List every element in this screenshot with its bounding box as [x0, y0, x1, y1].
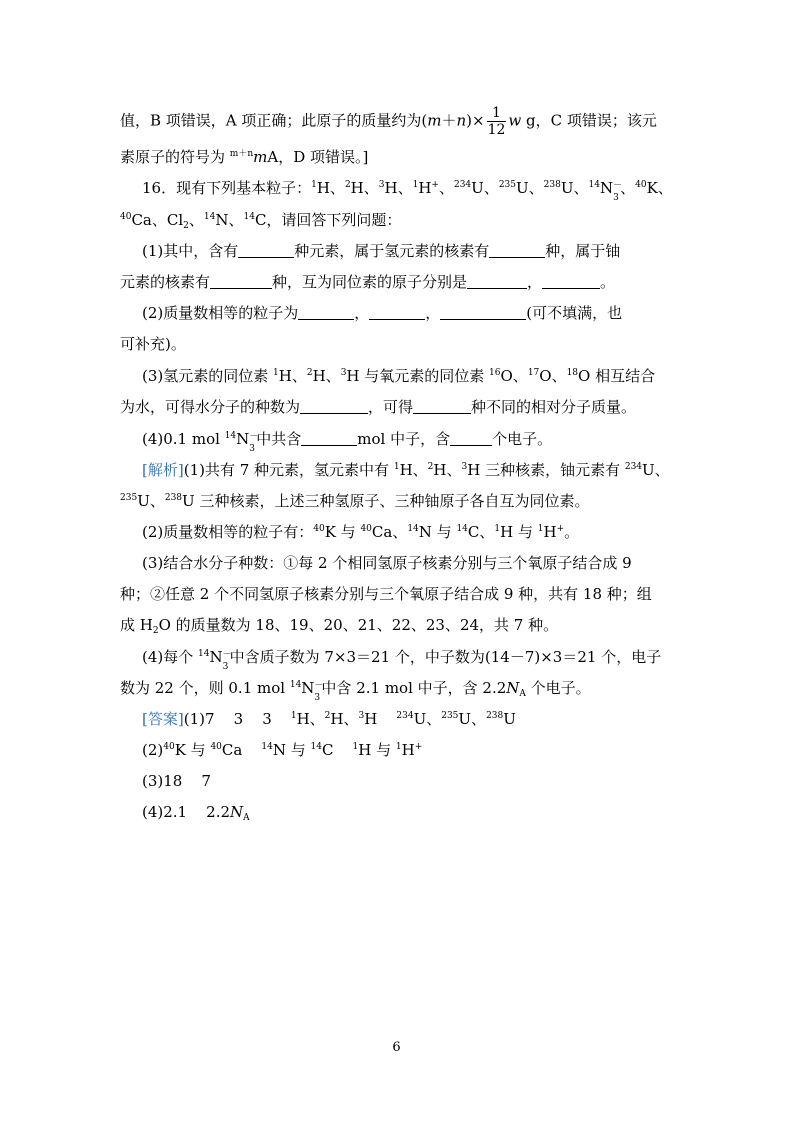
q16-stem-line-1: 16．现有下列基本粒子：$^1$H、$^2$H、$^3$H、$^1$H+、$^{234}$U、$^{235}$U、$^{238}$U、$^{14}$N － 3 、$^{40}$K、	[142, 179, 673, 203]
q15-line-1: 值，B 项错误，A 项正确；此原子的质量约为(m＋n)× $\frac{1}{12}$ w g，C 项错误；该元	[120, 105, 657, 138]
q16-part3-line-1: (3)氢元素的同位素 $^1$H、$^2$H、$^3$H 与氧元素的同位素 $^{16}$O、$^{17}$O、$^{18}$O 相互结合	[142, 367, 656, 385]
answer-line-4: (4)2.1 $2.2N_A$	[142, 803, 250, 823]
q16-part1-line-1: (1)其中，含有 种元素，属于氢元素的核素有 种，属于铀	[142, 242, 621, 260]
analysis-line-3: (2)质量数相等的粒子有：$^{40}$K 与 $^{40}$Ca、$^{14}$N 与 $^{14}$C、$^1$H 与 $^1$H+。	[142, 523, 580, 541]
analysis-line-8: 数为 22 个，则 0.1 mol $^{14}$N － 3 中含 2.1 mol 中子，含 $2.2N_A$ 个电子。	[120, 679, 591, 703]
answer-blank[interactable]	[450, 430, 492, 446]
analysis-line-2: $^{235}$U、$^{238}$U 三种核素，上述三种氢原子、三种铀原子各自互为同位素。	[120, 492, 590, 510]
q16-part4-line: (4)0.1 mol $^{14}$N － 3 中共含 mol 中子，含 个电子。	[142, 430, 553, 454]
answer-line-2: $(2)^{40}K$ 与 $^{40}$Ca $^{14}$N 与 $^{14}$C $^1$H 与 $^1$H+	[142, 741, 423, 759]
answer-blank[interactable]	[210, 273, 272, 289]
analysis-tag: [解析]	[142, 461, 184, 479]
q16-part2-line-1: (2)质量数相等的粒子为 ， ， (可不填满，也	[142, 304, 623, 322]
answer-blank[interactable]	[298, 304, 354, 320]
answer-blank[interactable]	[413, 398, 471, 414]
analysis-line-1: [解析](1)共有 7 种元素，氢元素中有 $^1$H、$^2$H、$^3$H 三种核素，铀元素有 $^{234}$U、	[142, 461, 670, 479]
answer-line-3: (3)18 7	[142, 772, 211, 790]
answer-blank[interactable]	[301, 430, 357, 446]
page-number: 6	[392, 1040, 401, 1055]
q16-part2-line-2: 可补充)。	[120, 335, 186, 353]
answer-blank[interactable]	[369, 304, 425, 320]
answer-line-1: [答案](1)7 3 3 $^1$H、$^2$H、$^3$H $^{234}$U、$^{235}$U、$^{238}$U	[142, 710, 516, 728]
analysis-line-5: 种；②任意 2 个不同氢原子核素分别与三个氧原子结合成 9 种，共有 18 种；组	[120, 585, 652, 603]
answer-blank[interactable]	[440, 304, 526, 320]
q15-line-2: 素原子的符号为 $^{m+n}$mA，D 项错误。]	[120, 148, 369, 166]
analysis-line-7: (4)每个 $^{14}$N － 3 中含质子数为 7×3＝21 个，中子数为(14－7)×3＝21 个，电子	[142, 648, 662, 672]
analysis-line-6: 成 $H_2O$ 的质量数为 18、19、20、21、22、23、24，共 7 种。	[120, 616, 559, 636]
answer-blank[interactable]	[467, 273, 527, 289]
answer-tag: [答案]	[142, 710, 184, 728]
fraction-1-12: $\frac{1}{12}$	[487, 105, 506, 138]
analysis-line-4: (3)结合水分子种数：①每 2 个相同氢原子核素分别与三个氧原子结合成 9	[142, 554, 632, 572]
answer-blank[interactable]	[489, 242, 545, 258]
answer-blank[interactable]	[300, 398, 368, 414]
q16-stem-line-2: $^{40}$Ca、$Cl_2$、$^{14}$N、$^{14}$C，请回答下列问题：	[120, 211, 402, 231]
answer-blank[interactable]	[542, 273, 600, 289]
q16-part1-line-2: 元素的核素有 种，互为同位素的原子分别是 ， 。	[120, 273, 616, 291]
answer-blank[interactable]	[238, 242, 294, 258]
q16-part3-line-2: 为水，可得水分子的种数为 ，可得 种不同的相对分子质量。	[120, 398, 637, 416]
